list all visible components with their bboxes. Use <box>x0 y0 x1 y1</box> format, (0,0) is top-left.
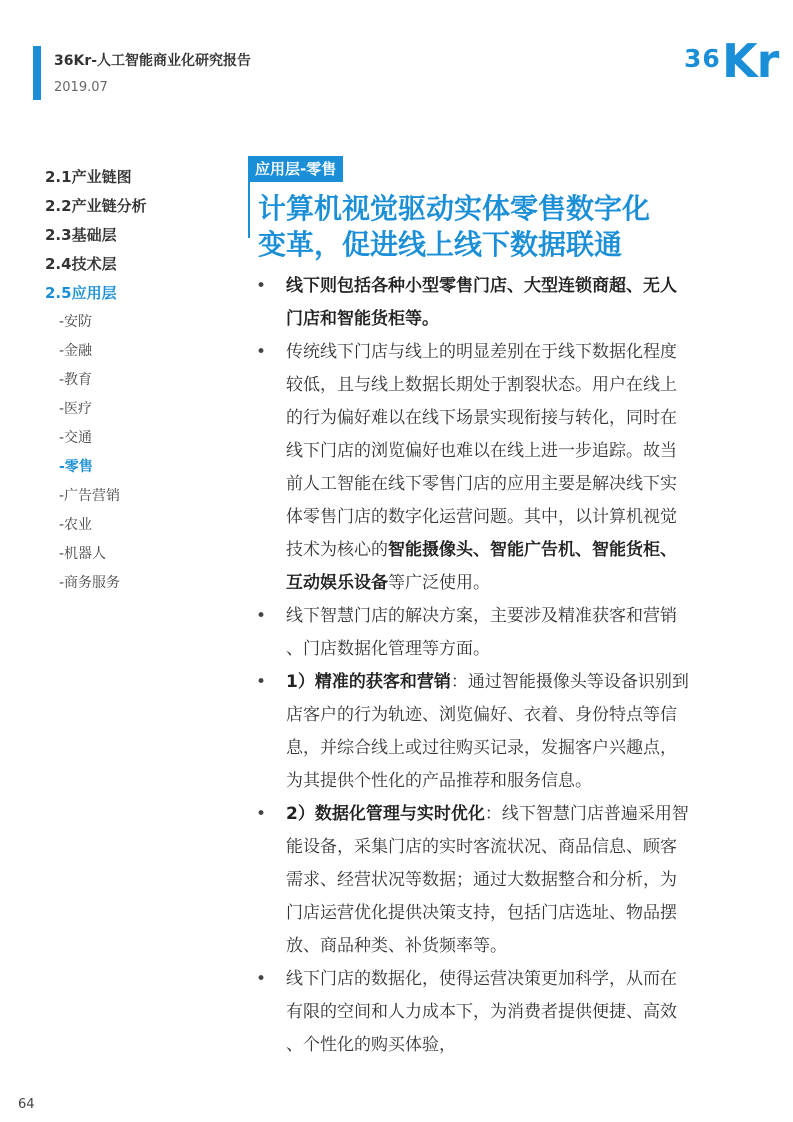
bullet-precise-marketing <box>256 666 736 798</box>
bullet-smart-store-solution <box>256 600 736 666</box>
bullet-text-run: ：通过智能摄像头等设备识别到 <box>450 672 689 692</box>
logo-number: 36 <box>684 44 721 73</box>
section-tag: 应用层-零售 <box>248 156 343 182</box>
page-number: 64 <box>18 1097 35 1112</box>
bullet-text-line: 线下则包括各种小型零售门店、大型连锁商超、无人 <box>286 276 677 296</box>
bullet-list <box>256 270 736 1062</box>
bullet-bold-run: 1）精准的获客和营销 <box>286 672 451 692</box>
bullet-dot: • <box>256 672 267 692</box>
logo-letters: Kr <box>722 34 779 88</box>
bullet-datafication-benefit <box>256 963 736 1062</box>
toc-sub-education[interactable]: -教育 <box>59 372 93 388</box>
bullet-dot: • <box>256 804 267 824</box>
bullet-text-line: 息，并综合线上或过往购买记录，发掘客户兴趣点， <box>286 738 677 758</box>
bullet-text-line: 门店运营优化提供决策支持，包括门店选址、物品摆 <box>286 903 677 923</box>
bullet-text-line: 传统线下门店与线上的明显差别在于线下数据化程度 <box>286 342 677 362</box>
toc-sub-business-services[interactable]: -商务服务 <box>59 575 121 591</box>
bullet-dot: • <box>256 606 267 626</box>
bullet-text-line: 前人工智能在线下零售门店的应用主要是解决线下实 <box>286 474 677 494</box>
bullet-data-management <box>256 798 736 963</box>
bullet-text-line: 较低，且与线上数据长期处于割裂状态。用户在线上 <box>286 375 677 395</box>
report-date: 2019.07 <box>54 80 108 95</box>
bullet-text-line: 、门店数据化管理等方面。 <box>286 639 490 659</box>
page-headline <box>258 191 650 263</box>
bullet-text-line: 需求、经营状况等数据；通过大数据整合和分析，为 <box>286 870 677 890</box>
report-title: 36Kr-人工智能商业化研究报告 <box>54 53 252 69</box>
bullet-text-line: 线下智慧门店的解决方案，主要涉及精准获客和营销 <box>286 606 677 626</box>
toc-sub-transport[interactable]: -交通 <box>59 430 93 446</box>
headline-line-1: 计算机视觉驱动实体零售数字化 <box>258 192 651 225</box>
bullet-text-line <box>286 567 736 600</box>
toc-sub-retail[interactable]: -零售 <box>59 459 93 475</box>
bullet-text-line: 门店和智能货柜等。 <box>286 309 439 329</box>
table-of-contents <box>45 163 147 598</box>
toc-section-application-layer[interactable]: 2.5应用层 <box>45 284 117 302</box>
bullet-text-line: 的行为偏好难以在线下场景实现衔接与转化，同时在 <box>286 408 677 428</box>
bullet-bold-run: 智能摄像头、智能广告机、智能货柜、 <box>388 540 677 560</box>
bullet-text-run: 技术为核心的 <box>286 540 388 560</box>
bullet-text-run: ：线下智慧门店普遍采用智 <box>484 804 689 824</box>
bullet-text-line <box>286 798 736 831</box>
toc-section-industry-chain-map[interactable]: 2.1产业链图 <box>45 168 132 186</box>
toc-sub-agriculture[interactable]: -农业 <box>59 517 93 533</box>
bullet-text-line: 为其提供个性化的产品推荐和服务信息。 <box>286 771 592 791</box>
bullet-dot: • <box>256 969 267 989</box>
bullet-text-line <box>286 534 736 567</box>
bullet-text-run: 等广泛使用。 <box>388 573 490 593</box>
bullet-text-line: 、个性化的购买体验， <box>286 1035 456 1055</box>
bullet-bold-run: 2）数据化管理与实时优化 <box>286 804 485 824</box>
bullet-text-line: 线下门店的数据化，使得运营决策更加科学，从而在 <box>286 969 677 989</box>
toc-sub-robotics[interactable]: -机器人 <box>59 546 107 562</box>
bullet-text-line: 线下门店的浏览偏好也难以在线上进一步追踪。故当 <box>286 441 677 461</box>
header-accent-bar <box>33 46 41 100</box>
toc-section-base-layer[interactable]: 2.3基础层 <box>45 226 117 244</box>
bullet-dot: • <box>256 342 267 362</box>
toc-section-tech-layer[interactable]: 2.4技术层 <box>45 255 117 273</box>
bullet-text-line: 体零售门店的数字化运营问题。其中，以计算机视觉 <box>286 507 677 527</box>
headline-line-2: 变革，促进线上线下数据联通 <box>258 228 623 261</box>
toc-sub-finance[interactable]: -金融 <box>59 343 93 359</box>
bullet-text-line: 有限的空间和人力成本下，为消费者提供便捷、高效 <box>286 1002 677 1022</box>
headline-accent-line <box>248 182 250 238</box>
toc-section-industry-chain-analysis[interactable]: 2.2产业链分析 <box>45 197 147 215</box>
bullet-text-line: 能设备，采集门店的实时客流状况、商品信息、顾客 <box>286 837 677 857</box>
bullet-text-line: 店客户的行为轨迹、浏览偏好、衣着、身份特点等信 <box>286 705 677 725</box>
toc-sub-healthcare[interactable]: -医疗 <box>59 401 93 417</box>
bullet-text-line: 放、商品种类、补货频率等。 <box>286 936 507 956</box>
bullet-traditional-stores <box>256 336 736 600</box>
bullet-offline-stores <box>256 270 736 336</box>
toc-sub-advertising[interactable]: -广告营销 <box>59 488 121 504</box>
bullet-text-line <box>286 666 736 699</box>
bullet-bold-run: 互动娱乐设备 <box>286 573 388 593</box>
bullet-dot: • <box>256 276 267 296</box>
toc-sub-security[interactable]: -安防 <box>59 314 93 330</box>
